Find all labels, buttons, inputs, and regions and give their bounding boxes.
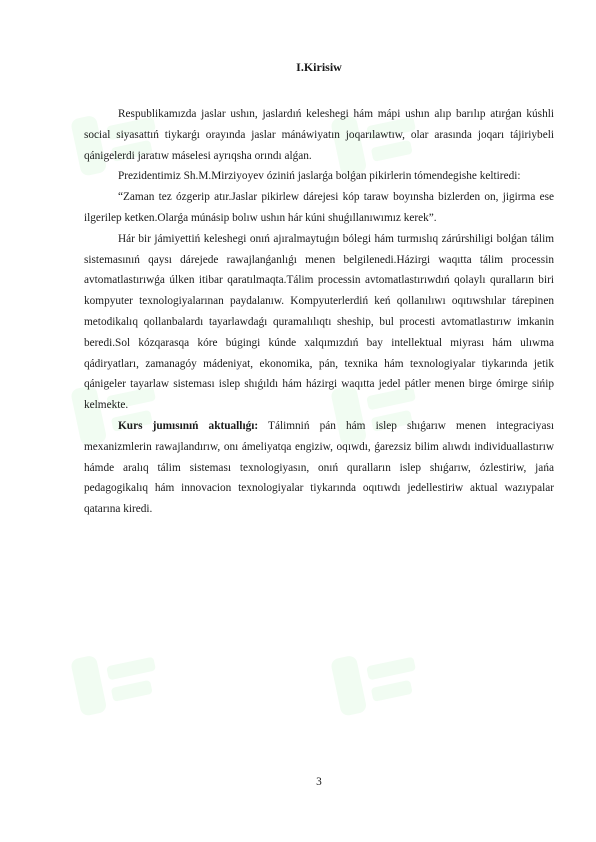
paragraph: Hár bir jámiyettiń keleshegi onıń ajıralmaytuǵın bólegi hám turmıslıq zárúrshiligi bolǵan tálim sistemasınıń qaysı dárejede rawajlanǵanlıǵı menen belgilenedi.Házirgi waqıtta tálim processin avtomatlastırıwǵa úlken itibar qaratılmaqta.Tálim processin avtomatlastırıwdıń qolaylı quralların biri kompyuter texnologiyalarınan paydalanıw. Kompyuterlerdiń keń qollanılıwı oqıtıwshılar tárepinen metodikalıq qollanbalardı tayarlawdaǵı quramalılıqtı sheship, bul procesti avtomatlastırıw imkanin beredi.Sol kózqarasqa kóre búgingi kúnde xalqımızdıń bay intellektual miyrası hám ulıwma qádiryatları, zamanagóy mádeniyat, ekonomika, pán, texnika hám texnologiyalar tiykarında jetik qánigeler tayarlaw sisteması islep shıǵıldı hám házirgi waqıtta jedel pátler menen birge ómirge sińip kelmekte. <box>84 232 554 412</box>
quote-paragraph: “Zaman tez ózgerip atır.Jaslar pikirlew dárejesi kóp taraw boyınsha bizlerden on, jigirma ese ilgerilep ketken.Olarǵa múnásip bolıw ushın hár kúni shuǵıllanıwımız kerek”. <box>84 191 554 224</box>
relevance-text: Tálimniń pán hám islep shıǵarıw menen integraciyası mexanizmlerin rawajlandırıw, onı ámeliyatqa engiziw, oqıwdı, ǵarezsiz bilim alıwdı individuallastırıw hámde aralıq tálim sisteması texnologiyasın, onıń quralların islep shıǵarıw, ózlestiriw, jańa pedagogikalıq hám innovacion texnologiyalar tiykarında oqıtıwdı jedellestiriw aktual wazıypalar qatarına kiredi. <box>84 419 554 516</box>
section-heading: I.Kirisiw <box>296 60 342 74</box>
relevance-label: Kurs jumısınıń aktuallıǵı: <box>118 419 259 432</box>
relevance-paragraph <box>84 416 554 520</box>
paragraph: Prezidentimiz Sh.M.Mirziyoyev óziniń jaslarǵa bolǵan pikirlerin tómendegishe keltiredi: <box>118 170 521 183</box>
paragraph: Respublikamızda jaslar ushın, jaslardıń keleshegi hám mápi ushın alıp barılıp atırǵan kúshli social siyasattıń tiykarǵı orayında jaslar mánáwiyatın joqarılawtıw, olar arasında joqarı tájiriybeli qánigelerdi jaratıw máselesi ayrıqsha orındı alǵan. <box>84 108 554 162</box>
page-number: 3 <box>316 776 322 788</box>
body-text <box>84 104 554 520</box>
